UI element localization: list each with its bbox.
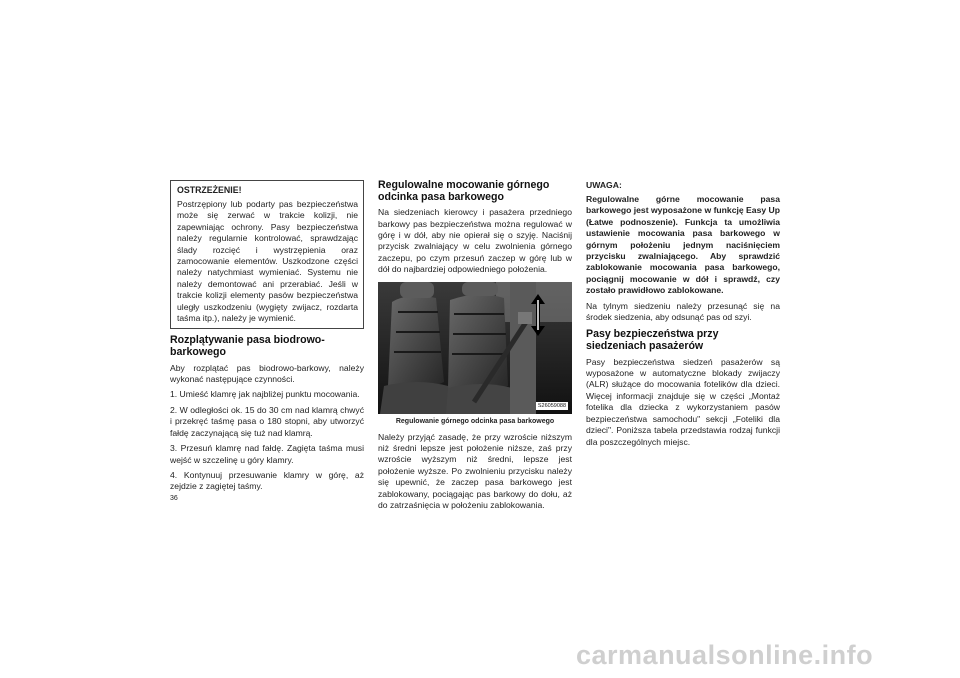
section-heading-anchor: Regulowalne mocowanie górnego odcinka pasa barkowego: [378, 179, 550, 203]
figure-caption: Regulowanie górnego odcinka pasa barkowego: [395, 417, 555, 425]
page-number: 36: [170, 495, 178, 502]
warning-title: OSTRZEŻENIE!: [177, 185, 242, 195]
note-title: UWAGA:: [586, 180, 622, 190]
column-left: [170, 180, 364, 497]
rear-seat-text: Na tylnym siedzeniu należy przesunąć się na środek siedzenia, aby odsunąć pas od szyi.: [586, 300, 780, 323]
anchor-text-2: Należy przyjąć zasadę, że przy wzroście niższym niż średni lepsze jest położenie niższe, zaś przy wzroście wyższym niż średni, lepsze jest położenie wyższe. Po zwolnieniu przycisku należy się upewnić, że zaczep pasa barkowego jest zablokowany, pociągając pas barkowy do dołu, aż do zatrzaśnięcia w położeniu zablokowania.: [378, 431, 572, 511]
warning-box: [170, 180, 364, 329]
section-heading-passenger-belts: Pasy bezpieczeństwa przy siedzeniach pasażerów: [586, 328, 719, 353]
untangle-step-4: 4. Kontynuuj przesuwanie klamry w górę, aż zejdzie z zagiętej taśmy.: [170, 469, 364, 492]
seat-photo: [378, 282, 572, 414]
column-middle: [378, 180, 572, 515]
passenger-belts-text: Pasy bezpieczeństwa siedzeń pasażerów są wyposażone w automatyczne blokady zwijaczy (ALR) służące do mocowania fotelików dla dzieci. Więcej informacji znajduje się w części „Montaż fotelika dla dziecka z wykorzystaniem pasów bezpieczeństwa samochodu" sekcji „Foteliki dla dzieci". Poniższa tabela przedstawia rodzaj funkcji dla poszczególnych miejsc.: [586, 356, 780, 447]
column-right: [586, 180, 780, 452]
figure-code: S26059088: [537, 402, 566, 409]
untangle-intro: Aby rozplątać pas biodrowo-barkowy, należy wykonać następujące czynności.: [170, 362, 364, 385]
anchor-text-1: Na siedzeniach kierowcy i pasażera przedniego barkowy pas bezpieczeństwa można regulować w górę i w dół, aby nie opierał się o szyję. Naciśnij przycisk zwalniający w celu zwolnienia górnego zaczepu, po czym przesuń zaczep w górę lub w dół do najbardziej odpowiedniego położenia.: [378, 207, 572, 275]
warning-text: Postrzępiony lub podarty pas bezpieczeństwa może się zerwać w trakcie kolizji, nie zapewniając ochrony. Pasy bezpieczeństwa należy regularnie kontrolować, sprawdzając ślady rozcięć i wystrzępienia oraz zamocowanie elementów. Uszkodzone części należy natychmiast wymieniać. Systemu nie należy demontować ani przerabiać. Jeśli w trakcie kolizji elementy pasów bezpieczeństwa uległy uszkodzeniu (wygięty zwijacz, rozdarta taśma itp.), należy je wymienić.: [177, 199, 358, 324]
section-heading-untangle: Rozplątywanie pasa biodrowo-barkowego: [170, 334, 325, 359]
untangle-step-2: 2. W odległości ok. 15 do 30 cm nad klamrą chwyć i przekręć taśmę pasa o 180 stopni, aby utworzyć fałdę zaczynającą się tuż nad klamrą.: [170, 404, 364, 438]
note-text: Regulowalne górne mocowanie pasa barkowego jest wyposażone w funkcję Easy Up (Łatwe podnoszenie). Funkcja ta umożliwia ustawienie mocowania pasa barkowego w górnym położeniu jednym naciśnięciem przycisku zwalniającego. Aby sprawdzić zablokowanie mocowania pasa barkowego, pociągnij mocowanie w dół i sprawdź, czy zostało prawidłowo zablokowane.: [586, 194, 780, 296]
untangle-step-1: 1. Umieść klamrę jak najbliżej punktu mocowania.: [170, 389, 360, 400]
watermark: carmanualsonline.info: [576, 640, 874, 670]
untangle-step-3: 3. Przesuń klamrę nad fałdę. Zagięta taśma musi wejść w szczelinę u góry klamry.: [170, 443, 364, 465]
seat-illustration: [378, 282, 572, 414]
